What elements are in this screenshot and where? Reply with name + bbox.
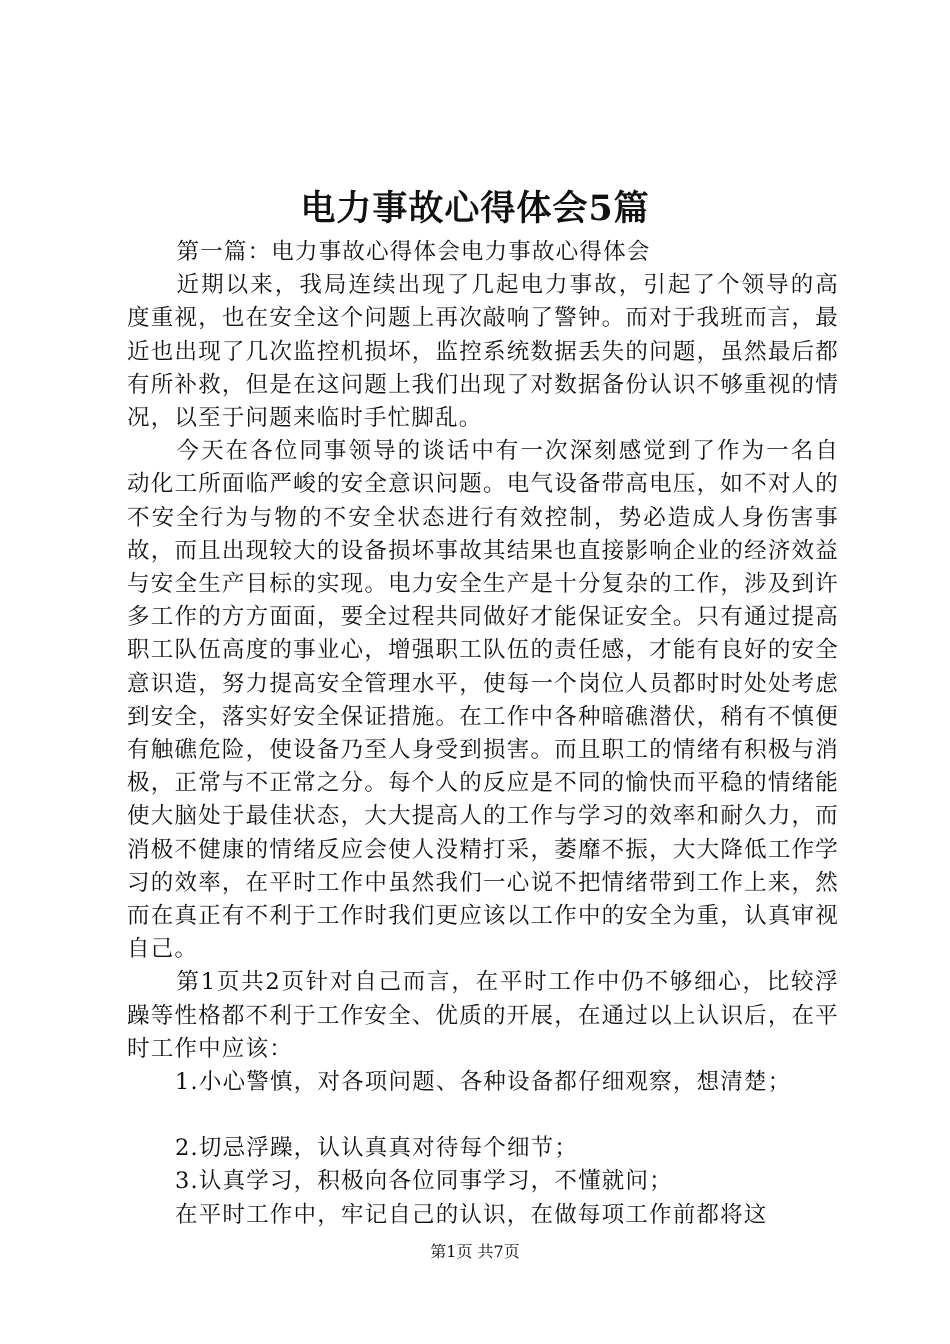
body-paragraph: 近期以来，我局连续出现了几起电力事故，引起了个领导的高度重视，也在安全这个问题上再次敲响了警钟。而对于我班而言，最近也出现了几次监控机损坏，监控系统数据丢失的问题，虽然最后都有所补救，但是在这问题上我们出现了对数据备份认识不够重视的情况，以至于问题来临时手忙脚乱。	[127, 272, 839, 432]
list-item: 2.切忌浮躁，认认真真对待每个细节；	[175, 1135, 579, 1162]
document-body	[127, 236, 839, 1232]
page-footer: 第1页 共7页	[430, 1242, 520, 1261]
closing-line: 在平时工作中，牢记自己的认识，在做每项工作前都将这	[175, 1201, 768, 1228]
blank-line	[127, 1099, 839, 1132]
body-paragraph: 第1页共2页针对自己而言，在平时工作中仍不够细心，比较浮躁等性格都不利于工作安全、优质的开展，在通过以上认识后，在平时工作中应该：	[127, 969, 839, 1062]
list-item: 1.小心警慎，对各项问题、各种设备都仔细观察，想清楚；	[175, 1069, 792, 1096]
section-heading: 第一篇：电力事故心得体会电力事故心得体会	[176, 239, 651, 265]
document-title: 电力事故心得体会5篇	[300, 188, 650, 229]
list-item: 3.认真学习，积极向各位同事学习，不懂就问；	[175, 1168, 673, 1195]
body-paragraph: 今天在各位同事领导的谈话中有一次深刻感觉到了作为一名自动化工所面临严峻的安全意识问题。电气设备带高电压，如不对人的不安全行为与物的不安全状态进行有效控制，势必造成人身伤害事故，而且出现较大的设备损坏事故其结果也直接影响企业的经济效益与安全生产目标的实现。电力安全生产是十分复杂的工作，涉及到许多工作的方方面面，要全过程共同做好才能保证安全。只有通过提高职工队伍高度的事业心，增强职工队伍的责任感，才能有良好的安全意识造，努力提高安全管理水平，使每一个岗位人员都时时处处考虑到安全，落实好安全保证措施。在工作中各种暗礁潜伏，稍有不慎便有触礁危险，使设备乃至人身受到损害。而且职工的情绪有积极与消极，正常与不正常之分。每个人的反应是不同的愉快而平稳的情绪能使大脑处于最佳状态，大大提高人的工作与学习的效率和耐久力，而消极不健康的情绪反应会使人没精打采，萎靡不振，大大降低工作学习的效率，在平时工作中虽然我们一心说不把情绪带到工作上来，然而在真正有不利于工作时我们更应该以工作中的安全为重，认真审视自己。	[127, 438, 839, 963]
